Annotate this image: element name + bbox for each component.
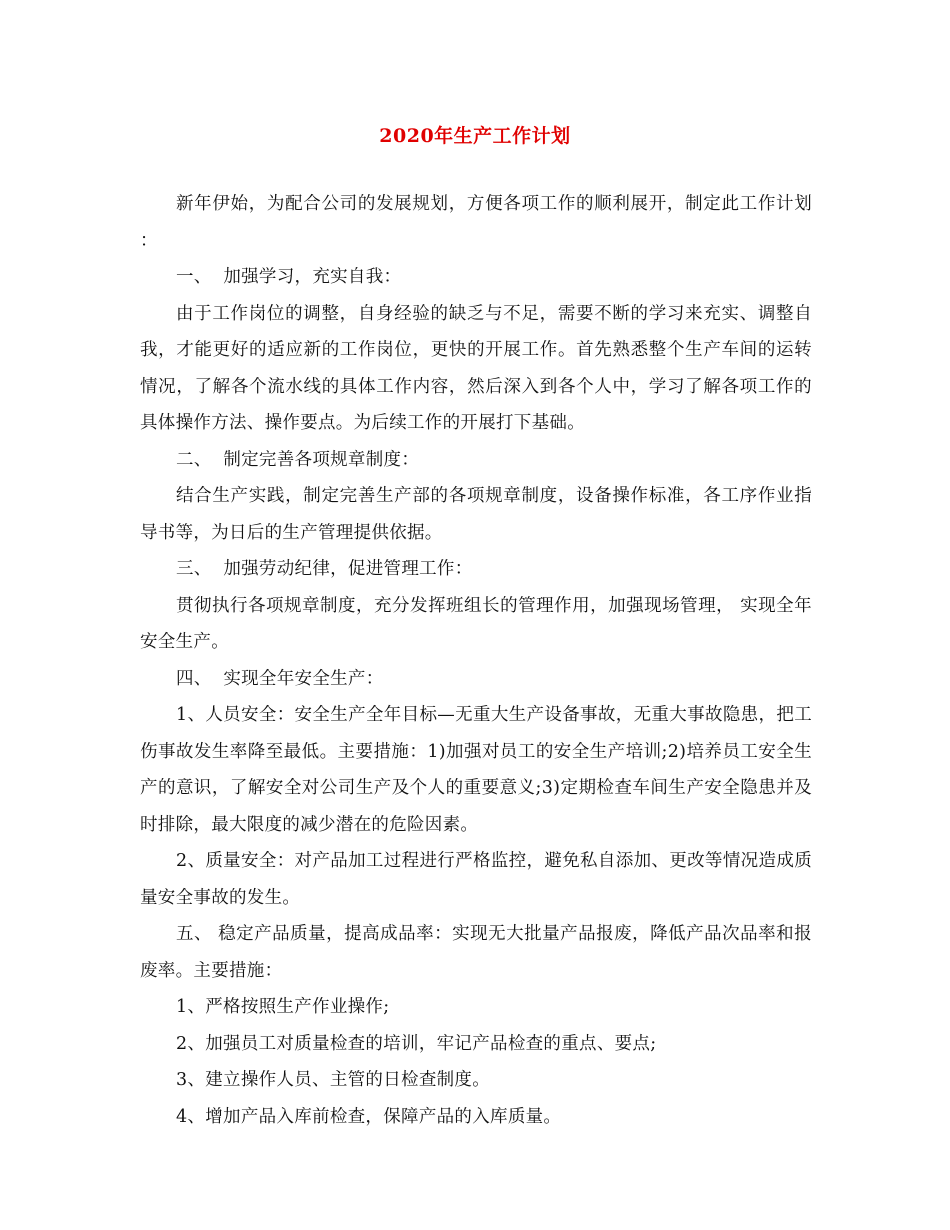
section-paragraph-2: 结合生产实践，制定完善生产部的各项规章制度，设备操作标准，各工序作业指导书等，为日后的生产管理提供依据。 (140, 486, 812, 543)
intro-paragraph: 新年伊始，为配合公司的发展规划，方便各项工作的顺利展开，制定此工作计划 ： (140, 194, 812, 251)
section-4-item-1: 1、人员安全：安全生产全年目标—无重大生产设备事故，无重大事故隐患，把工伤事故发生率降至最低。主要措施：1)加强对员工的安全生产培训;2)培养员工安全生产的意识，了解安全对公司生产及个人的重要意义;3)定期检查车间生产安全隐患并及时排除，最大限度的减少潜在的危险因素。 (140, 705, 812, 835)
section-5-item-3: 3、建立操作人员、主管的日检查制度。 (176, 1070, 491, 1090)
section-heading-4: 四、 实现全年安全生产： (176, 668, 384, 689)
document-body (140, 186, 812, 1135)
section-heading-5: 五、 稳定产品质量，提高成品率：实现无大批量产品报废，降低产品次品率和报废率。主要措施： (140, 924, 812, 981)
section-heading-3: 三、 加强劳动纪律，促进管理工作： (176, 559, 473, 579)
section-5-item-1: 1、严格按照生产作业操作; (176, 997, 390, 1017)
section-heading-1: 一、 加强学习，充实自我： (176, 267, 402, 287)
section-paragraph-1: 由于工作岗位的调整，自身经验的缺乏与不足，需要不断的学习来充实、调整自我，才能更好的适应新的工作岗位，更快的开展工作。首先熟悉整个生产车间的运转情况，了解各个流水线的具体工作内容，然后深入到各个人中，学习了解各项工作的具体操作方法、操作要点。为后续工作的开展打下基础。 (140, 303, 812, 433)
section-heading-2: 二、 制定完善各项规章制度： (176, 449, 420, 470)
section-paragraph-3: 贯彻执行各项规章制度，充分发挥班组长的管理作用，加强现场管理， 实现全年安全生产。 (140, 595, 812, 652)
section-5-item-4: 4、增加产品入库前检查，保障产品的入库质量。 (176, 1106, 562, 1127)
section-4-item-2: 2、质量安全：对产品加工过程进行严格监控，避免私自添加、更改等情况造成质量安全事故的发生。 (140, 851, 812, 908)
document-title: 2020年生产工作计划 (379, 125, 571, 147)
section-5-item-2: 2、加强员工对质量检查的培训，牢记产品检查的重点、要点; (176, 1033, 657, 1054)
